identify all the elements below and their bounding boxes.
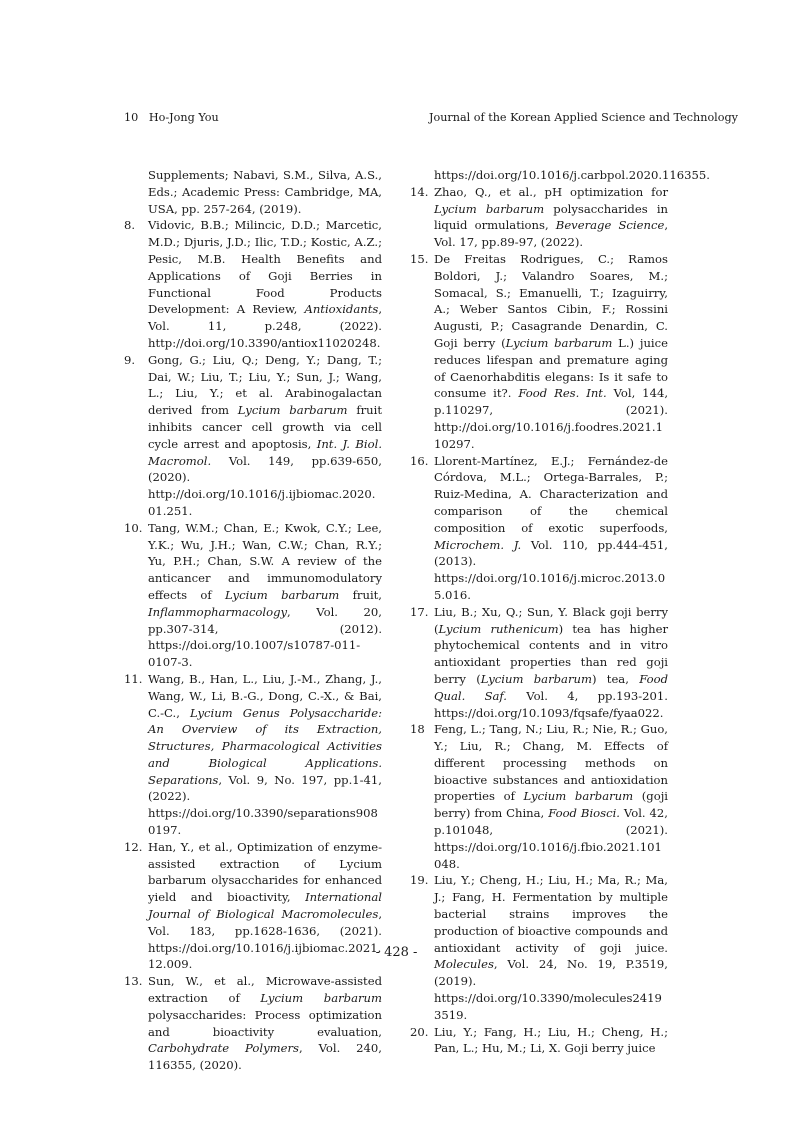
reference-segment: , Vol. 183, pp.1628-1636, (2021). https://doi.org/10.1016/j.ijbiomac.2021.12.009.	[148, 907, 382, 972]
reference-entry	[410, 1024, 668, 1058]
running-header-journal: Journal of the Korean Applied Science and Technology	[429, 111, 738, 124]
reference-italic-segment: Carbohydrate Polymers	[148, 1041, 299, 1056]
reference-segment: ) tea has higher phytochemical contents and in vitro antioxidant properties than red goji berry (	[434, 621, 668, 686]
reference-segment: Wang, B., Han, L., Liu, J.-M., Zhang, J., Wang, W., Li, B.-G., Dong, C.-X., & Bai, C.-C.,	[148, 671, 382, 720]
reference-entry	[410, 184, 668, 251]
reference-segment: Vol, 144, p.110297, (2021). http://doi.org/10.1016/j.foodres.2021.110297.	[434, 386, 669, 451]
reference-italic-segment: Lycium barbarum	[260, 991, 382, 1006]
reference-italic-segment: Lycium barbarum	[434, 201, 545, 216]
reference-number: 15.	[410, 251, 429, 266]
reference-segment: Vidovic, B.B.; Milincic, D.D.; Marcetic, M.D.; Djuris, J.D.; Ilic, T.D.; Kostic, A.Z.; Pesic, M.B. Health Benefits and Applications of Goji Berries in Functional Food Products Development: A Review,	[148, 218, 382, 317]
reference-number: 12.	[124, 839, 143, 854]
reference-italic-segment: International Journal of Biological Macromolecules	[148, 890, 382, 922]
reference-number: 14.	[410, 184, 429, 199]
reference-segment: Llorent-Martínez, E.J.; Fernández-de Córdova, M.L.; Ortega-Barrales, P.; Ruiz-Medina, A. Characterization and comparison of the chemical composition of exotic superfoods,	[434, 453, 668, 535]
reference-entry	[124, 671, 382, 839]
reference-entry	[410, 604, 668, 722]
reference-italic-segment: Beverage Science	[555, 218, 665, 233]
reference-segment: Vol. 42, p.101048, (2021). https://doi.org/10.1016/j.fbio.2021.101048.	[434, 806, 668, 871]
reference-text	[434, 251, 668, 453]
reference-segment: Gong, G.; Liu, Q.; Deng, Y.; Dang, T.; Dai, W.; Liu, T.; Liu, Y.; Sun, J.; Wang, L.; Liu, Y.; et al. Arabinogalactan derived from	[148, 352, 382, 418]
reference-text	[148, 520, 382, 671]
reference-entry	[410, 251, 668, 453]
reference-segment: De Freitas Rodrigues, C.; Ramos Boldori, J.; Valandro Soares, M.; Somacal, S.; Emanuelli, T.; Izaguirry, A.; Weber Santos Cibin, F.; Rossini Augusti, P.; Casagrande Denardin, C. Goji berry (	[434, 251, 668, 350]
reference-text	[148, 352, 382, 520]
reference-segment: , Vol. 17, pp.89-97, (2022).	[434, 218, 668, 250]
reference-segment: ) tea,	[591, 671, 640, 686]
reference-italic-segment: Lycium ruthenicum	[438, 621, 559, 636]
reference-text	[148, 217, 382, 351]
reference-italic-segment: Lycium barbarum	[505, 335, 613, 350]
reference-segment: Sun, W., et al., Microwave-assisted extraction of	[148, 974, 382, 1006]
reference-number: 19.	[410, 873, 429, 888]
reference-italic-segment: Lycium barbarum	[523, 789, 634, 804]
reference-segment: Liu, Y.; Cheng, H.; Liu, H.; Ma, R.; Ma, J.; Fang, H. Fermentation by multiple bacterial strains improves the production of bioactive compounds and antioxidant activity of goji juice.	[434, 873, 668, 955]
reference-entry	[124, 352, 382, 520]
reference-entry	[124, 217, 382, 351]
reference-segment: polysaccharides: Process optimization and bioactivity evaluation,	[148, 1007, 382, 1039]
reference-italic-segment: Int. J. Biol. Macromol.	[148, 436, 383, 468]
reference-italic-segment: Microchem. J.	[434, 537, 522, 552]
reference-italic-segment: Lycium barbarum	[237, 403, 348, 418]
reference-italic-segment: Inflammopharmacology	[148, 604, 288, 619]
running-header-author: 10 Ho-Jong You	[124, 111, 219, 124]
reference-text	[148, 671, 382, 839]
reference-segment: (goji berry) from China,	[434, 789, 668, 821]
reference-entry	[410, 453, 668, 604]
reference-number: 11.	[124, 671, 143, 686]
reference-entry	[124, 520, 382, 671]
reference-continuation: https://doi.org/10.1016/j.carbpol.2020.116355.	[434, 168, 710, 182]
reference-italic-segment: Food Res. Int.	[518, 386, 607, 401]
reference-italic-segment: Food Biosci.	[548, 806, 620, 821]
reference-segment: , Vol. 11, p.248, (2022). http://doi.org/10.3390/antiox11020248.	[148, 302, 382, 350]
reference-italic-segment: Molecules	[434, 957, 494, 972]
reference-segment: , Vol. 240, 116355, (2020).	[148, 1041, 382, 1073]
reference-segment: Feng, L.; Tang, N.; Liu, R.; Nie, R.; Guo, Y.; Liu, R.; Chang, M. Effects of different processing methods on bioactive substances and antioxidation properties of	[434, 722, 668, 804]
reference-text	[148, 973, 382, 1074]
reference-number: 18	[410, 722, 425, 737]
reference-segment: Vol. 149, pp.639-650, (2020). http://doi.org/10.1016/j.ijbiomac.2020.01.251.	[148, 453, 382, 518]
reference-segment: , Vol. 20, pp.307-314, (2012). https://doi.org/10.1007/s10787-011-0107-3.	[148, 604, 382, 670]
reference-continuation: Supplements; Nabavi, S.M., Silva, A.S., Eds.; Academic Press: Cambridge, MA, USA, pp. 257-264, (2019).	[148, 168, 382, 216]
reference-text	[434, 604, 668, 722]
references-left-column	[124, 167, 382, 1074]
reference-italic-segment: Food Qual. Saf.	[434, 671, 668, 703]
reference-text	[434, 453, 668, 604]
reference-text	[434, 184, 668, 251]
reference-segment: Tang, W.M.; Chan, E.; Kwok, C.Y.; Lee, Y.K.; Wu, J.H.; Wan, C.W.; Chan, R.Y.; Yu, P.H.; Chan, S.W. A review of the anticancer and immunomodulatory effects of	[148, 520, 382, 602]
reference-segment: Liu, B.; Xu, Q.; Sun, Y. Black goji berry (	[434, 604, 668, 636]
reference-segment: , Vol. 24, No. 19, P.3519, (2019). https://doi.org/10.3390/molecules24193519.	[434, 957, 668, 1022]
reference-text	[434, 1024, 668, 1058]
reference-segment: Liu, Y.; Fang, H.; Liu, H.; Cheng, H.; Pan, L.; Hu, M.; Li, X. Goji berry juice	[434, 1024, 668, 1056]
reference-segment: polysaccharides in liquid ormulations,	[434, 201, 668, 233]
right-reference-list	[410, 184, 668, 1057]
reference-segment: fruit,	[339, 587, 382, 602]
reference-italic-segment: Lycium barbarum	[225, 587, 340, 602]
reference-number: 13.	[124, 974, 143, 989]
reference-entry	[410, 721, 668, 872]
reference-italic-segment: Lycium Genus Polysaccharide: An Overview of its Extraction, Structures, Pharmacological Activities and Biological Applications. Separations	[148, 705, 383, 787]
reference-number: 9.	[124, 352, 136, 367]
reference-italic-segment: Antioxidants	[304, 302, 379, 317]
reference-segment: L.) juice reduces lifespan and premature aging of Caenorhabditis elegans: Is it safe to consume it?.	[434, 335, 668, 401]
reference-text	[434, 721, 668, 872]
reference-segment: Zhao, Q., et al., pH optimization for	[434, 184, 668, 199]
reference-number: 16.	[410, 453, 429, 468]
reference-segment: Vol. 4, pp.193-201. https://doi.org/10.1093/fqsafe/fyaa022.	[434, 688, 668, 720]
reference-number: 17.	[410, 604, 429, 619]
reference-number: 8.	[124, 218, 136, 233]
reference-number: 10.	[124, 520, 143, 535]
reference-segment: Vol. 110, pp.444-451, (2013). https://doi.org/10.1016/j.microc.2013.05.016.	[434, 537, 668, 602]
reference-entry	[124, 973, 382, 1074]
reference-italic-segment: Lycium barbarum	[480, 671, 592, 686]
reference-segment: Han, Y., et al., Optimization of enzyme-assisted extraction of Lycium barbarum olysaccharides for enhanced yield and bioactivity,	[148, 839, 382, 905]
reference-segment: fruit inhibits cancer cell growth via cell cycle arrest and apoptosis,	[148, 403, 383, 451]
reference-segment: , Vol. 9, No. 197, pp.1-41, (2022). https://doi.org/10.3390/separations9080197.	[148, 772, 382, 838]
page-number: - 428 -	[375, 945, 418, 960]
reference-number: 20.	[410, 1024, 429, 1039]
references-right-column	[410, 167, 710, 1057]
